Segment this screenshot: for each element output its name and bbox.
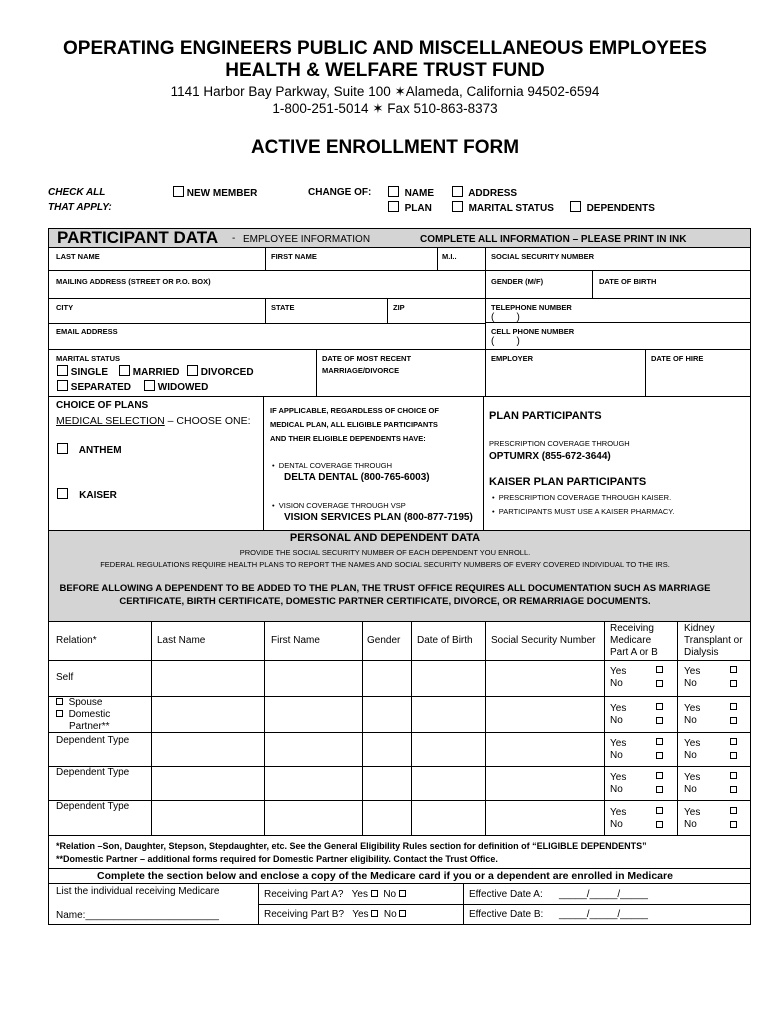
medicare-yes-checkbox[interactable]: [656, 703, 663, 710]
header-medicare: [610, 623, 658, 659]
yes-label: Yes: [610, 807, 627, 818]
header-first-name: First Name: [271, 635, 320, 646]
part-a-label: Receiving Part A?: [264, 889, 344, 900]
effective-date-b-label: Effective Date B:: [469, 909, 544, 920]
cell-label: CELL PHONE NUMBER: [491, 327, 575, 336]
widowed-option[interactable]: [144, 380, 208, 393]
state-label: STATE: [271, 303, 295, 312]
trust-title-line2: HEALTH & WELFARE TRUST FUND: [225, 60, 545, 81]
kidney-no-checkbox[interactable]: [730, 821, 737, 828]
header-medicare-2: Medicare: [610, 635, 652, 646]
anthem-label: ANTHEM: [78, 445, 122, 456]
kidney-yn-spouse: [684, 703, 700, 727]
separated-option[interactable]: [57, 380, 131, 393]
row-spouse: [56, 697, 110, 733]
header-last-name: Last Name: [157, 635, 206, 646]
medicare-yn-self: [610, 666, 626, 690]
email-input[interactable]: [49, 336, 485, 348]
effective-date-a-field[interactable]: _____/_____/_____: [559, 889, 648, 900]
optum-rx: OPTUMRX (855-672-3644): [489, 451, 611, 462]
dependent-line-2: FEDERAL REGULATIONS REQUIRE HEALTH PLANS TO REPORT THE NAMES AND SOCIAL SECURITY NUMBERS OF EVERY COVERED INDIVIDUAL TO THE IRS.: [100, 560, 670, 569]
change-name-option[interactable]: [388, 186, 434, 199]
footnote-relation: *Relation –Son, Daughter, Stepson, Stepdaughter, etc. See the General Eligibility Rules section for definition of “ELIGIBLE DEPENDENTS”: [56, 841, 647, 851]
divorced-label: DIVORCED: [200, 367, 254, 378]
mailing-address-label: MAILING ADDRESS (STREET OR P.O. BOX): [56, 277, 211, 286]
spouse-label: Spouse: [68, 697, 103, 708]
no-label: No: [684, 784, 697, 795]
kaiser-label: KAISER: [79, 490, 117, 501]
kidney-yn-self: [684, 666, 700, 690]
footnote-domestic-partner: **Domestic Partner – additional forms required for Domestic Partner eligibility. Contact the Trust Office.: [56, 854, 498, 864]
address-input-row[interactable]: [49, 286, 750, 298]
kidney-yn-dep2: [684, 772, 700, 796]
date-recent-label-1: DATE OF MOST RECENT: [322, 354, 412, 363]
part-b-no-label: No: [383, 909, 397, 920]
kaiser-bullet-2: • PARTICIPANTS MUST USE A KAISER PHARMACY.: [492, 507, 675, 516]
if-applicable-1: IF APPLICABLE, REGARDLESS OF CHOICE OF: [270, 406, 439, 415]
header-medicare-3: Part A or B: [610, 647, 658, 658]
gender-label: GENDER (M/F): [491, 277, 544, 286]
part-b-row: [264, 909, 406, 920]
header-kidney: [684, 623, 743, 659]
yes-label: Yes: [684, 703, 701, 714]
yes-label: Yes: [684, 738, 701, 749]
medical-selection-label: MEDICAL SELECTION: [56, 415, 165, 427]
address-label: ADDRESS: [468, 188, 518, 199]
header-relation: Relation*: [56, 635, 97, 646]
medicare-yes-checkbox[interactable]: [656, 772, 663, 779]
choice-of-plans-label: CHOICE OF PLANS: [56, 400, 149, 411]
dependent-line-3: BEFORE ALLOWING A DEPENDENT TO BE ADDED TO THE PLAN, THE TRUST OFFICE REQUIRES ALL DOCUMENTATION SUCH AS MARRIAGE: [59, 583, 711, 594]
spouse-checkbox[interactable]: [56, 698, 63, 705]
single-checkbox[interactable]: [57, 365, 68, 376]
married-option[interactable]: [119, 365, 179, 378]
married-label: MARRIED: [132, 367, 180, 378]
dependents-checkbox[interactable]: [570, 201, 581, 212]
part-b-no-checkbox[interactable]: [399, 910, 406, 917]
new-member-label: NEW MEMBER: [186, 188, 258, 199]
part-b-label: Receiving Part B?: [264, 909, 345, 920]
that-apply-label: THAT APPLY:: [48, 202, 112, 213]
yes-label: Yes: [610, 772, 627, 783]
rx-line: PRESCRIPTION COVERAGE THROUGH: [489, 439, 630, 448]
choose-one-label: – CHOOSE ONE:: [167, 415, 251, 427]
dependent-line-1: PROVIDE THE SOCIAL SECURITY NUMBER OF EACH DEPENDENT YOU ENROLL.: [239, 548, 531, 557]
dependents-label: DEPENDENTS: [586, 203, 655, 214]
change-dependents-option[interactable]: [570, 201, 655, 214]
kidney-no-checkbox[interactable]: [730, 680, 737, 687]
no-label: No: [684, 819, 697, 830]
anthem-checkbox[interactable]: [57, 443, 68, 454]
single-option[interactable]: [57, 365, 108, 378]
no-label: No: [610, 750, 623, 761]
dental-line: • DENTAL COVERAGE THROUGH: [272, 461, 393, 470]
medicare-no-checkbox[interactable]: [656, 717, 663, 724]
new-member-option[interactable]: [173, 186, 257, 199]
kidney-no-checkbox[interactable]: [730, 752, 737, 759]
part-b-yes-label: Yes: [352, 909, 369, 920]
no-label: No: [684, 715, 697, 726]
check-all-label: CHECK ALL: [48, 187, 106, 198]
header-ssn: Social Security Number: [491, 635, 596, 646]
cell-area-code[interactable]: ( ): [491, 336, 520, 347]
email-label: EMAIL ADDRESS: [56, 327, 118, 336]
part-b-yes-checkbox[interactable]: [371, 910, 378, 917]
domestic-partner-checkbox[interactable]: [56, 710, 63, 717]
dependent-info-panel: [49, 531, 750, 621]
yes-label: Yes: [610, 703, 627, 714]
effective-date-a-label: Effective Date A:: [469, 889, 543, 900]
kidney-yn-dep3: [684, 807, 700, 831]
trust-phone: 1-800-251-5014 ✶ Fax 510-863-8373: [272, 101, 498, 116]
change-of-label: CHANGE OF:: [308, 187, 372, 198]
form-title: ACTIVE ENROLLMENT FORM: [250, 137, 520, 158]
medicare-name-field[interactable]: Name:________________________: [56, 910, 219, 921]
separated-checkbox[interactable]: [57, 380, 68, 391]
header-gender: Gender: [367, 635, 401, 646]
medicare-yn-dep2: [610, 772, 626, 796]
anthem-option[interactable]: [57, 443, 122, 456]
vision-line: • VISION COVERAGE THROUGH VSP: [272, 501, 406, 510]
telephone-area-code[interactable]: ( ): [491, 312, 520, 323]
if-applicable-2: MEDICAL PLAN, ALL ELIGIBLE PARTICIPANTS: [270, 420, 438, 429]
medicare-no-checkbox[interactable]: [656, 786, 663, 793]
name-label: NAME: [404, 188, 435, 199]
marital-status-label: MARITAL STATUS: [468, 203, 554, 214]
widowed-label: WIDOWED: [157, 382, 209, 393]
no-label: No: [610, 678, 623, 689]
medicare-yn-spouse: [610, 703, 626, 727]
participant-subtitle: EMPLOYEE INFORMATION: [243, 234, 371, 245]
date-of-hire-label: DATE OF HIRE: [651, 354, 704, 363]
part-a-row: [264, 889, 406, 900]
part-a-no-checkbox[interactable]: [399, 890, 406, 897]
kaiser-participants-title: KAISER PLAN PARTICIPANTS: [489, 476, 647, 488]
change-plan-option[interactable]: [388, 201, 432, 214]
yes-label: Yes: [610, 738, 627, 749]
vision-line-text: VISION COVERAGE THROUGH VSP: [278, 501, 406, 510]
marital-status-checkbox[interactable]: [452, 201, 463, 212]
separated-label: SEPARATED: [70, 382, 131, 393]
effective-date-b-field[interactable]: _____/_____/_____: [559, 909, 648, 920]
medicare-yes-checkbox[interactable]: [656, 666, 663, 673]
plan-participants-title: PLAN PARTICIPANTS: [489, 410, 602, 422]
dependent-line-4: CERTIFICATE, BIRTH CERTIFICATE, DOMESTIC PARTNER CERTIFICATE, DIVORCE, OR REMARRIAGE DOCUMENTS.: [119, 596, 651, 607]
kidney-yes-checkbox[interactable]: [730, 772, 737, 779]
kaiser-bullet-2-text: PARTICIPANTS MUST USE A KAISER PHARMACY.: [498, 507, 675, 516]
zip-label: ZIP: [393, 303, 405, 312]
kidney-yes-checkbox[interactable]: [730, 807, 737, 814]
dob-label: DATE OF BIRTH: [599, 277, 657, 286]
married-checkbox[interactable]: [119, 365, 130, 376]
no-label: No: [610, 784, 623, 795]
medicare-yes-checkbox[interactable]: [656, 807, 663, 814]
medicare-section-title: Complete the section below and enclose a copy of the Medicare card if you or a dependent are enrolled in Medicare: [97, 870, 673, 882]
new-member-checkbox[interactable]: [173, 186, 184, 197]
row-self: Self: [56, 672, 74, 683]
no-label: No: [610, 715, 623, 726]
participant-title: PARTICIPANT DATA: [57, 228, 219, 247]
dental-line-text: DENTAL COVERAGE THROUGH: [278, 461, 393, 470]
no-label: No: [684, 750, 697, 761]
single-label: SINGLE: [70, 367, 109, 378]
city-label: CITY: [56, 303, 74, 312]
plan-checkbox[interactable]: [388, 201, 399, 212]
vsp-name: VISION SERVICES PLAN (800-877-7195): [284, 512, 473, 523]
no-label: No: [610, 819, 623, 830]
medical-selection-line: [56, 415, 251, 427]
part-a-yes-checkbox[interactable]: [371, 890, 378, 897]
plan-label: PLAN: [404, 203, 432, 214]
kaiser-option[interactable]: [57, 488, 117, 501]
partner-label: Partner**: [69, 721, 110, 732]
yes-label: Yes: [684, 666, 701, 677]
medicare-yn-dep1: [610, 738, 626, 762]
medicare-yes-checkbox[interactable]: [656, 738, 663, 745]
kidney-yes-checkbox[interactable]: [730, 738, 737, 745]
kidney-yn-dep1: [684, 738, 700, 762]
row-dependent-2: Dependent Type: [56, 767, 130, 778]
trust-address: 1141 Harbor Bay Parkway, Suite 100 ✶Alameda, California 94502-6594: [170, 84, 600, 99]
kaiser-checkbox[interactable]: [57, 488, 68, 499]
header-kidney-3: Dialysis: [684, 647, 719, 658]
row-dependent-1: Dependent Type: [56, 735, 130, 746]
telephone-label: TELEPHONE NUMBER: [491, 303, 572, 312]
participant-dash: -: [232, 233, 236, 244]
divorced-checkbox[interactable]: [187, 365, 198, 376]
yes-label: Yes: [684, 807, 701, 818]
delta-dental-name: DELTA DENTAL (800-765-6003): [284, 472, 430, 483]
marital-status-field-label: MARITAL STATUS: [56, 354, 121, 363]
medicare-no-checkbox[interactable]: [656, 752, 663, 759]
change-address-option[interactable]: [452, 186, 517, 199]
no-label: No: [684, 678, 697, 689]
last-name-label: LAST NAME: [56, 252, 100, 261]
yes-label: Yes: [610, 666, 627, 677]
mi-label: M.I..: [442, 252, 457, 261]
header-kidney-2: Transplant or: [684, 635, 743, 646]
trust-title-line1: OPERATING ENGINEERS PUBLIC AND MISCELLANEOUS EMPLOYEES: [63, 38, 707, 59]
divorced-option[interactable]: [187, 365, 254, 378]
first-name-label: FIRST NAME: [271, 252, 317, 261]
date-recent-label-2: MARRIAGE/DIVORCE: [322, 366, 400, 375]
yes-label: Yes: [684, 772, 701, 783]
part-a-no-label: No: [383, 889, 397, 900]
name-checkbox[interactable]: [388, 186, 399, 197]
kidney-no-checkbox[interactable]: [730, 786, 737, 793]
kidney-yes-checkbox[interactable]: [730, 666, 737, 673]
widowed-checkbox[interactable]: [144, 380, 155, 391]
address-checkbox[interactable]: [452, 186, 463, 197]
part-a-yes-label: Yes: [351, 889, 368, 900]
medicare-list-label: List the individual receiving Medicare: [56, 886, 220, 897]
name-ssn-input-row[interactable]: [49, 261, 750, 270]
header-kidney-1: Kidney: [684, 623, 715, 634]
employer-label: EMPLOYER: [491, 354, 534, 363]
ssn-label: SOCIAL SECURITY NUMBER: [491, 252, 595, 261]
header-dob: Date of Birth: [417, 635, 473, 646]
kaiser-bullet-1-text: PRESCRIPTION COVERAGE THROUGH KAISER.: [498, 493, 672, 502]
domestic-label: Domestic: [68, 709, 111, 720]
medicare-no-checkbox[interactable]: [656, 680, 663, 687]
change-marital-option[interactable]: [452, 201, 554, 214]
kidney-no-checkbox[interactable]: [730, 717, 737, 724]
if-applicable-3: AND THEIR ELIGIBLE DEPENDENTS HAVE:: [270, 434, 426, 443]
dependent-title: PERSONAL AND DEPENDENT DATA: [289, 532, 481, 544]
participant-header: [49, 229, 750, 247]
kidney-yes-checkbox[interactable]: [730, 703, 737, 710]
row-dependent-3: Dependent Type: [56, 801, 130, 812]
participant-instruction: COMPLETE ALL INFORMATION – PLEASE PRINT IN INK: [420, 234, 687, 245]
kaiser-bullet-1: • PRESCRIPTION COVERAGE THROUGH KAISER.: [492, 493, 672, 502]
header-medicare-1: Receiving: [610, 623, 654, 634]
medicare-yn-dep3: [610, 807, 626, 831]
medicare-no-checkbox[interactable]: [656, 821, 663, 828]
